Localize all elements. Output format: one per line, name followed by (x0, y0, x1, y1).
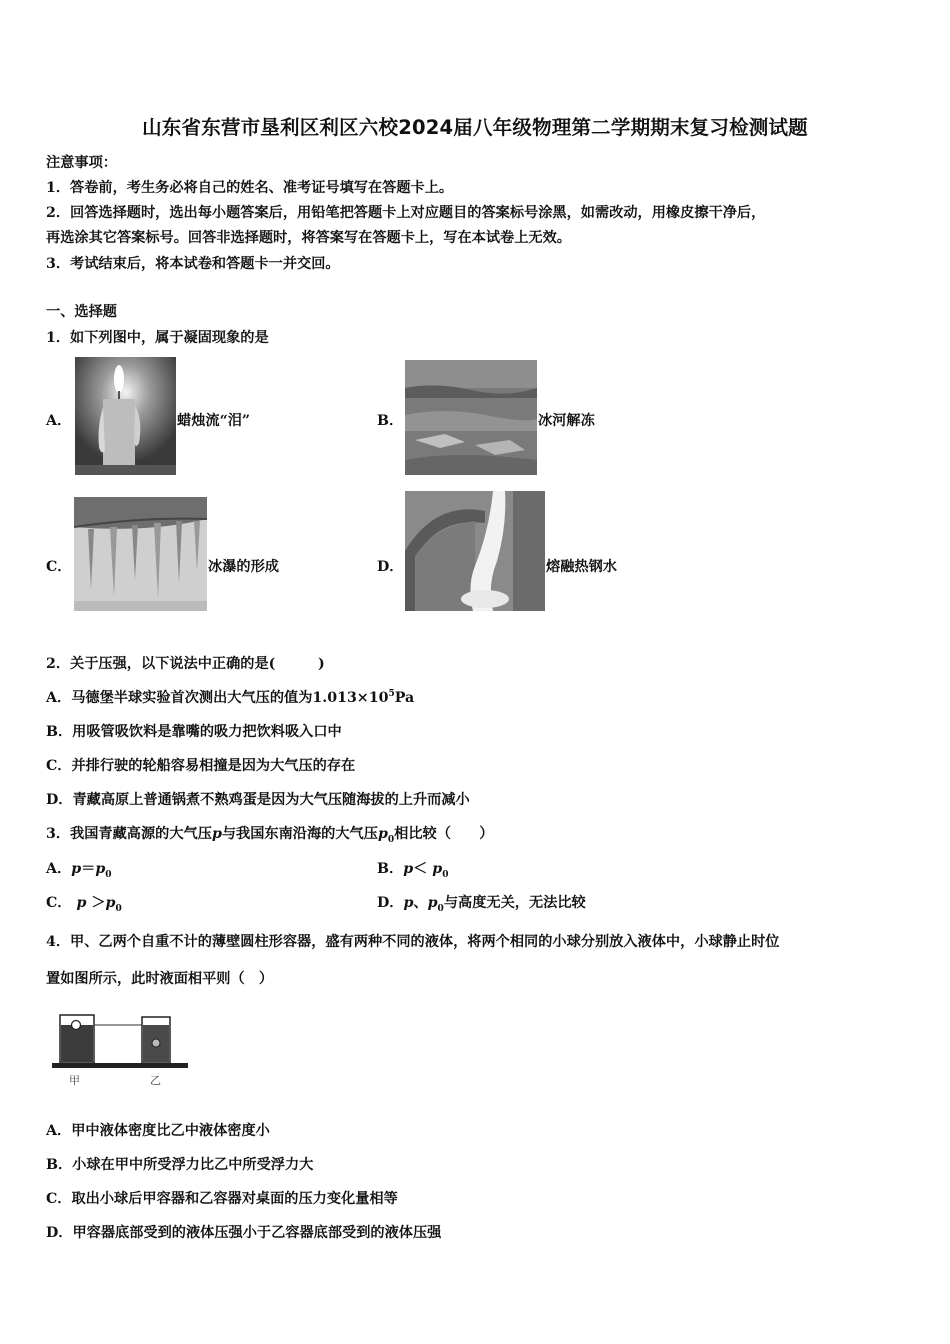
frozen-waterfall-photo (74, 497, 207, 611)
candle-photo (75, 357, 176, 475)
section-heading: 一、选择题 (46, 304, 117, 320)
notes-item: 1．答卷前，考生务必将自己的姓名、准考证号填写在答题卡上。 (46, 180, 454, 196)
notes-item: 2．回答选择题时，选出每小题答案后，用铅笔把答题卡上对应题目的答案标号涂黑，如需改动，用橡皮擦干净后， (46, 205, 766, 221)
question-1-stem: 1．如下列图中，属于凝固现象的是 (46, 330, 269, 346)
q1-option-c-caption: 冰瀑的形成 (208, 559, 279, 575)
notes-item: 3．考试结束后，将本试卷和答题卡一并交回。 (46, 256, 340, 272)
question-2-stem: 2．关于压强，以下说法中正确的是( ) (46, 656, 325, 672)
q1-option-d-caption: 熔融热钢水 (546, 559, 617, 575)
notes-item: 再选涂其它答案标号。回答非选择题时，将答案写在答题卡上，写在本试卷上无效。 (46, 230, 571, 246)
q4-option-c: C．取出小球后甲容器和乙容器对桌面的压力变化量相等 (46, 1191, 398, 1207)
question-4-stem: 4．甲、乙两个自重不计的薄壁圆柱形容器，盛有两种不同的液体，将两个相同的小球分别放入液体中，小球静止时位 (46, 934, 780, 950)
q2-option-b: B．用吸管吸饮料是靠嘴的吸力把饮料吸入口中 (46, 724, 342, 740)
q2-option-a: A．马德堡半球实验首次测出大气压的值为$1.013\times 10^5Pa$ (46, 689, 415, 706)
q1-option-b-letter: B． (377, 413, 404, 429)
q3-option-b: B．$p< p_0$ (377, 861, 449, 880)
q4-option-d: D．甲容器底部受到的液体压强小于乙容器底部受到的液体压强 (46, 1225, 442, 1241)
q1-option-c-letter: C． (46, 559, 72, 575)
q3-option-c: C． $p >p_0$ (46, 895, 122, 914)
page-title: 山东省东营市垦利区利区六校2024届八年级物理第二学期期末复习检测试题 (142, 116, 808, 139)
river-thaw-photo (405, 360, 537, 475)
label-jia: 甲 (69, 1074, 80, 1087)
q2-option-d: D．青藏高原上普通锅煮不熟鸡蛋是因为大气压随海拔的上升而减小 (46, 792, 470, 808)
notes-heading: 注意事项： (46, 155, 117, 171)
molten-steel-photo (405, 491, 545, 611)
q4-option-a: A．甲中液体密度比乙中液体密度小 (46, 1123, 270, 1139)
q4-option-b: B．小球在甲中所受浮力比乙中所受浮力大 (46, 1157, 314, 1173)
question-4-stem-cont: 置如图所示，此时液面相平则（ ） (46, 971, 274, 987)
q2-option-c: C．并排行驶的轮船容易相撞是因为大气压的存在 (46, 758, 356, 774)
q1-option-a-caption: 蜡烛流“泪” (177, 413, 251, 429)
q1-option-b-caption: 冰河解冻 (538, 413, 595, 429)
q1-option-a-letter: A． (46, 413, 72, 429)
q3-option-d: D．p、$p_0$与高度无关，无法比较 (377, 895, 586, 914)
question-3-stem: 3．我国青藏高源的大气压p与我国东南沿海的大气压$p_0$相比较（ ） (46, 826, 494, 845)
q3-option-a: A．$p=p_0$ (46, 861, 112, 880)
q1-option-d-letter: D． (377, 559, 404, 575)
label-yi: 乙 (150, 1074, 161, 1087)
